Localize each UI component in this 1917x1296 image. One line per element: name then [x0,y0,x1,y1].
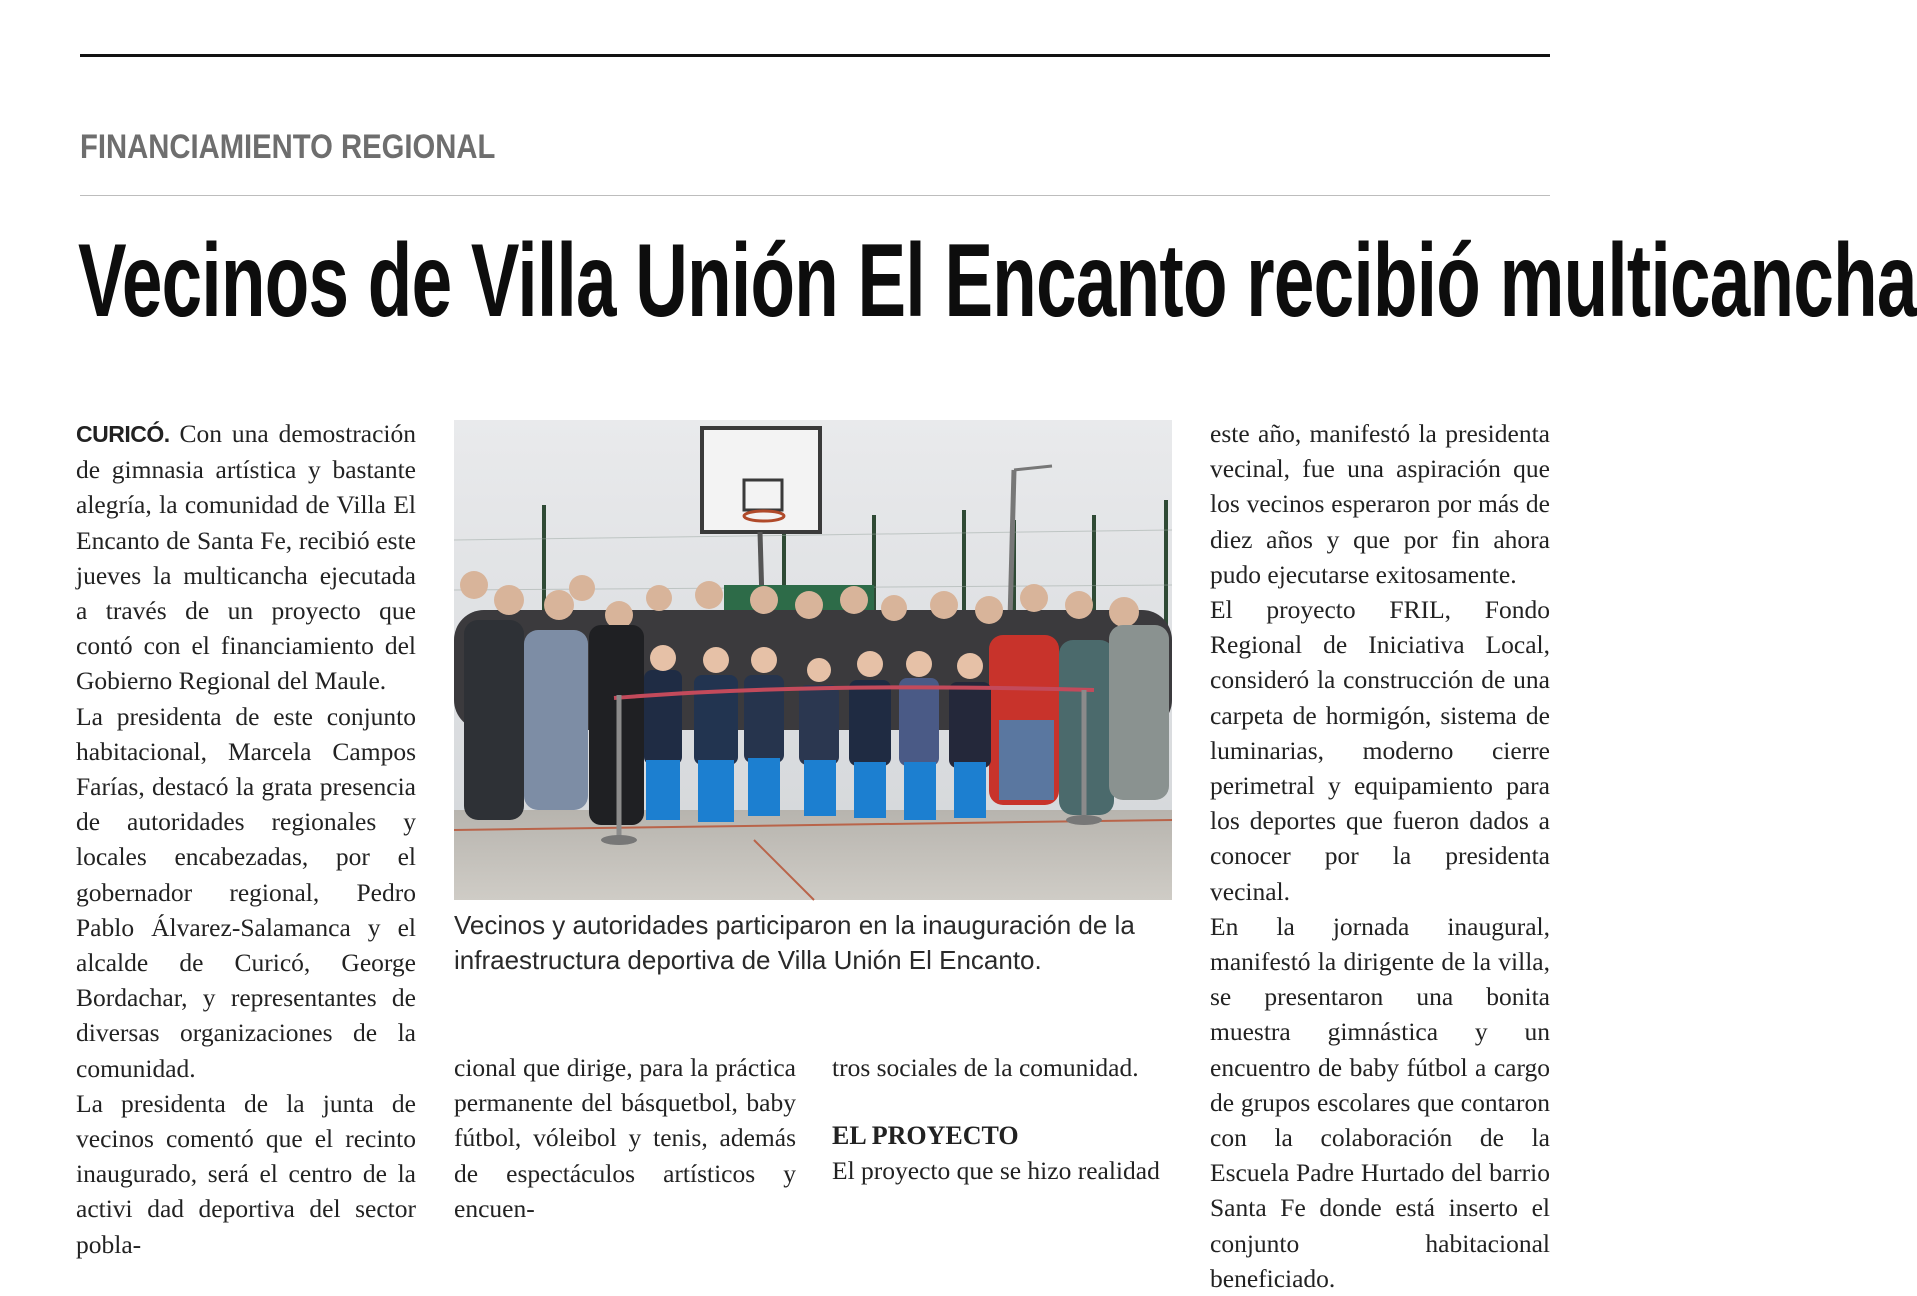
article-column-4 [1210,416,1550,1296]
paragraph: La presidenta de la junta de vecinos comentó que el recinto inaugurado, será el centro de la activi dad deportiva del sector pobla- [76,1088,416,1259]
lead-text: Con una demostración de gimnasia artística y bastante alegría, la comunidad de Villa El Encanto de Santa Fe, recibió este jueves la multicancha ejecutada a través de un proyecto que contó con el financiamiento del Gobierno Regional del Maule. [76,419,416,696]
top-rule [80,54,1550,57]
subheading: EL PROYECTO [832,1121,1019,1151]
headline: Vecinos de Villa Unión El Encanto recibió multicancha [78,223,1917,339]
paragraph: El proyecto FRIL, Fondo Regional de Iniciativa Local, consideró la construcción de una carpeta de hormigón, sistema de luminarias, moderno cierre perimetral y equipamiento para los deportes que fueron dados a conocer por la presidenta vecinal. [1210,595,1550,906]
photo-caption: Vecinos y autoridades participaron en la inauguración de la infraestructura deportiva de Villa Unión El Encanto. [454,910,1135,975]
event-photo [454,420,1172,900]
paragraph: cional que dirige, para la práctica permanente del básquetbol, baby fútbol, vóleibol y tenis, además de espectáculos artísticos y encuen- [454,1053,796,1223]
photo-illustration [454,420,1172,900]
paragraph: tros sociales de la comunidad. [832,1053,1139,1082]
section-label: FINANCIAMIENTO REGIONAL [80,128,496,166]
article-column-3 [832,1050,1172,1189]
paragraph: En la jornada inaugural, manifestó la dirigente de la villa, se presentaron una bonita muestra gimnástica y un encuentro de baby fútbol a cargo de grupos escolares que contaron con la colaboración de la Escuela Padre Hurtado del barrio Santa Fe donde está inserto el conjunto habitacional beneficiado. [1210,911,1550,1293]
lead-paragraph [76,416,416,699]
article-column-2 [454,1050,796,1226]
section-rule [80,195,1550,196]
paragraph: este año, manifestó la presidenta vecinal, fue una aspiración que los vecinos esperaron por más de diez años y que por fin ahora pudo ejecutarse exitosamente. [1210,419,1550,589]
paragraph: La presidenta de este conjunto habitacional, Marcela Campos Farías, destacó la grata presencia de autoridades regionales y locales encabezadas, por el gobernador regional, Pedro Pablo Álvarez-Salamanca y el alcalde de Curicó, George Bordachar, y representantes de diversas organizaciones de la comunidad. [76,701,416,1083]
paragraph: El proyecto que se hizo realidad [832,1156,1160,1186]
dateline: CURICÓ. [76,421,170,447]
article-column-1 [76,416,416,1262]
